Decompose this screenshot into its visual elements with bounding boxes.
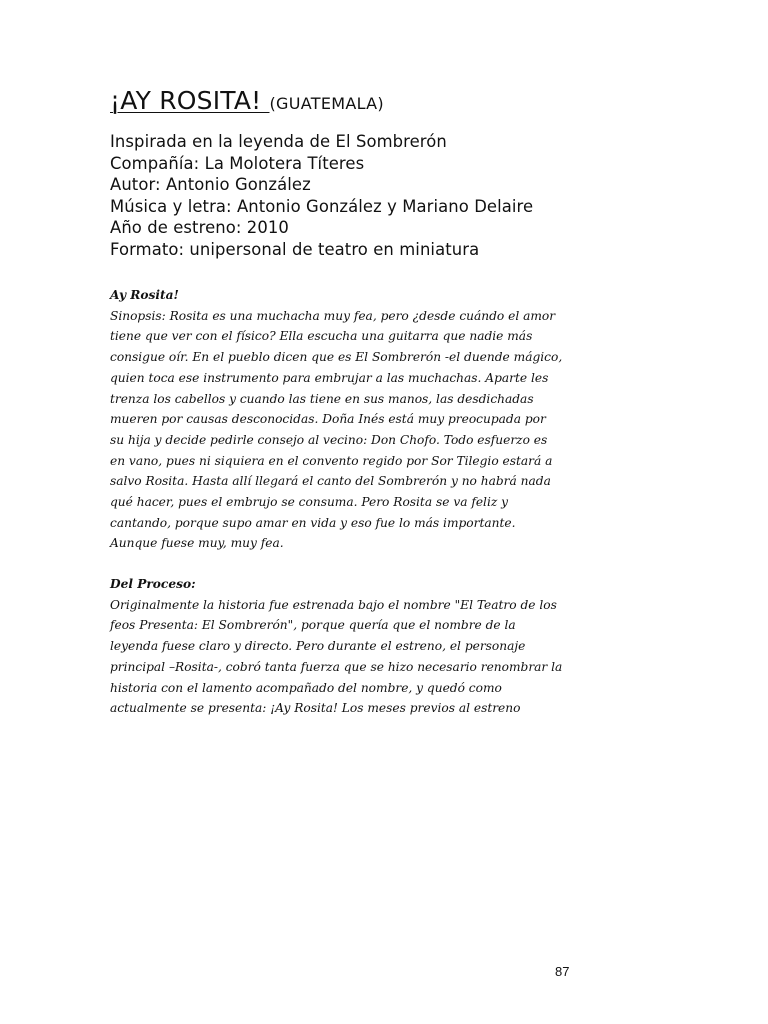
section-process	[110, 574, 580, 719]
page-title	[110, 86, 384, 115]
paragraph-line: principal –Rosita-, cobró tanta fuerza que se hizo necesario renombrar la	[110, 659, 563, 674]
paragraph-line: consigue oír. En el pueblo dicen que es El Sombrerón -el duende mágico,	[110, 350, 563, 365]
detail-inspiration: Inspirada en la leyenda de El Sombrerón	[110, 132, 447, 151]
section-heading: Ay Rosita!	[110, 288, 179, 302]
paragraph-line: en vano, pues ni siquiera en el convento regido por Sor Tilegio estará a	[110, 453, 553, 468]
play-title: ¡AY ROSITA!	[110, 86, 270, 115]
paragraph-line: trenza los cabellos y cuando las tiene en sus manos, las desdichadas	[110, 391, 534, 406]
play-details	[110, 131, 533, 261]
paragraph-line: quien toca ese instrumento para embrujar a las muchachas. Aparte les	[110, 370, 549, 385]
detail-author: Autor: Antonio González	[110, 175, 311, 195]
detail-format: Formato: unipersonal de teatro en miniatura	[110, 239, 480, 259]
paragraph-line: historia con el lamento acompañado del nombre, y quedó como	[110, 680, 502, 695]
section-heading: Del Proceso:	[110, 577, 196, 591]
paragraph-line: feos Presenta: El Sombrerón", porque quería que el nombre de la	[110, 618, 516, 633]
paragraph-line: Originalmente la historia fue estrenada bajo el nombre "El Teatro de los	[110, 597, 557, 612]
section-synopsis	[110, 285, 580, 554]
detail-music: Música y letra: Antonio González y Mariano Delaire	[110, 196, 534, 216]
paragraph-line: cantando, porque supo amar en vida y eso fue lo más importante.	[110, 515, 516, 530]
play-country: (GUATEMALA)	[269, 94, 384, 113]
paragraph-line: qué hacer, pues el embrujo se consuma. Pero Rosita se va feliz y	[110, 495, 509, 510]
paragraph-line: Aunque fuese muy, muy fea.	[110, 536, 284, 551]
paragraph-line: leyenda fuese claro y directo. Pero durante el estreno, el personaje	[110, 639, 526, 654]
paragraph-line: su hija y decide pedirle consejo al vecino: Don Chofo. Todo esfuerzo es	[110, 432, 548, 447]
detail-premiere-year: Año de estreno: 2010	[110, 218, 289, 238]
paragraph-line: actualmente se presenta: ¡Ay Rosita! Los meses previos al estreno	[110, 701, 521, 716]
page-number: 87	[555, 964, 570, 979]
paragraph-line: mueren por causas desconocidas. Doña Inés está muy preocupada por	[110, 412, 546, 427]
paragraph-line: tiene que ver con el físico? Ella escucha una guitarra que nadie más	[110, 329, 533, 344]
detail-company: Compañía: La Molotera Títeres	[110, 153, 365, 173]
paragraph-line: salvo Rosita. Hasta allí llegará el canto del Sombrerón y no habrá nada	[110, 474, 551, 489]
paragraph-line: Sinopsis: Rosita es una muchacha muy fea, pero ¿desde cuándo el amor	[110, 308, 556, 323]
